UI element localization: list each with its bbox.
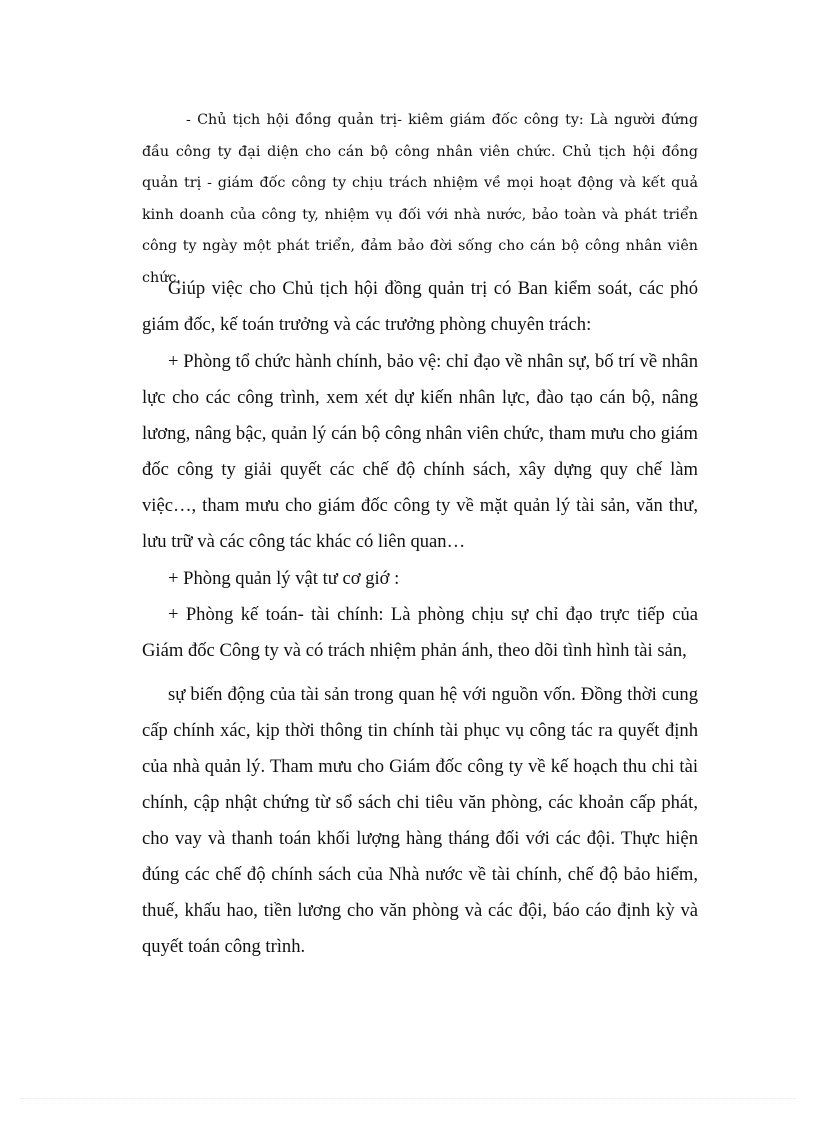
paragraph-accounting-continued: sự biến động của tài sản trong quan hệ với nguồn vốn. Đồng thời cung cấp chính xác, kịp thời thông tin chính tài phục vụ công tác ra quyết định của nhà quản lý. Tham mưu cho Giám đốc công ty về kế hoạch thu chi tài chính, cập nhật chứng từ sổ sách chi tiêu văn phòng, các khoản cấp phát, cho vay và thanh toán khối lượng hàng tháng đối với các đội. Thực hiện đúng các chế độ chính sách của Nhà nước về tài chính, chế độ bảo hiểm, thuế, khấu hao, tiền lương cho văn phòng và các đội, báo cáo định kỳ và quyết toán công trình. (142, 684, 698, 957)
paragraph-chairman: - Chủ tịch hội đồng quản trị- kiêm giám đốc công ty: Là người đứng đầu công ty đại diện cho cán bộ công nhân viên chức. Chủ tịch hội đồng quản trị - giám đốc công ty chịu trách nhiệm về mọi hoạt động và kết quả kinh doanh của công ty, nhiệm vụ đối với nhà nước, bảo toàn và phát triển công ty ngày một phát triển, đảm bảo đời sống cho cán bộ công nhân viên chức. (142, 112, 698, 286)
paragraph-materials-department: + Phòng quản lý vật tư cơ giớ : (168, 568, 400, 589)
paragraph-organization-department: + Phòng tổ chức hành chính, bảo vệ: chỉ đạo về nhân sự, bố trí về nhân lực cho các công trình, xem xét dự kiến nhân lực, đào tạo cán bộ, nâng lương, nâng bậc, quản lý cán bộ công nhân viên chức, tham mưu cho giám đốc công ty giải quyết các chế độ chính sách, xây dựng quy chế làm việc…, tham mưu cho giám đốc công ty về mặt quản lý tài sản, văn thư, lưu trữ và các công tác khác có liên quan… (142, 351, 698, 552)
paragraph-assistants: Giúp việc cho Chủ tịch hội đồng quản trị có Ban kiểm soát, các phó giám đốc, kế toán trưởng và các trưởng phòng chuyên trách: (142, 278, 698, 335)
paragraph-accounting-department: + Phòng kế toán- tài chính: Là phòng chịu sự chỉ đạo trực tiếp của Giám đốc Công ty và có trách nhiệm phản ánh, theo dõi tình hình tài sản, (142, 604, 698, 661)
page-bottom-divider (20, 1098, 796, 1099)
